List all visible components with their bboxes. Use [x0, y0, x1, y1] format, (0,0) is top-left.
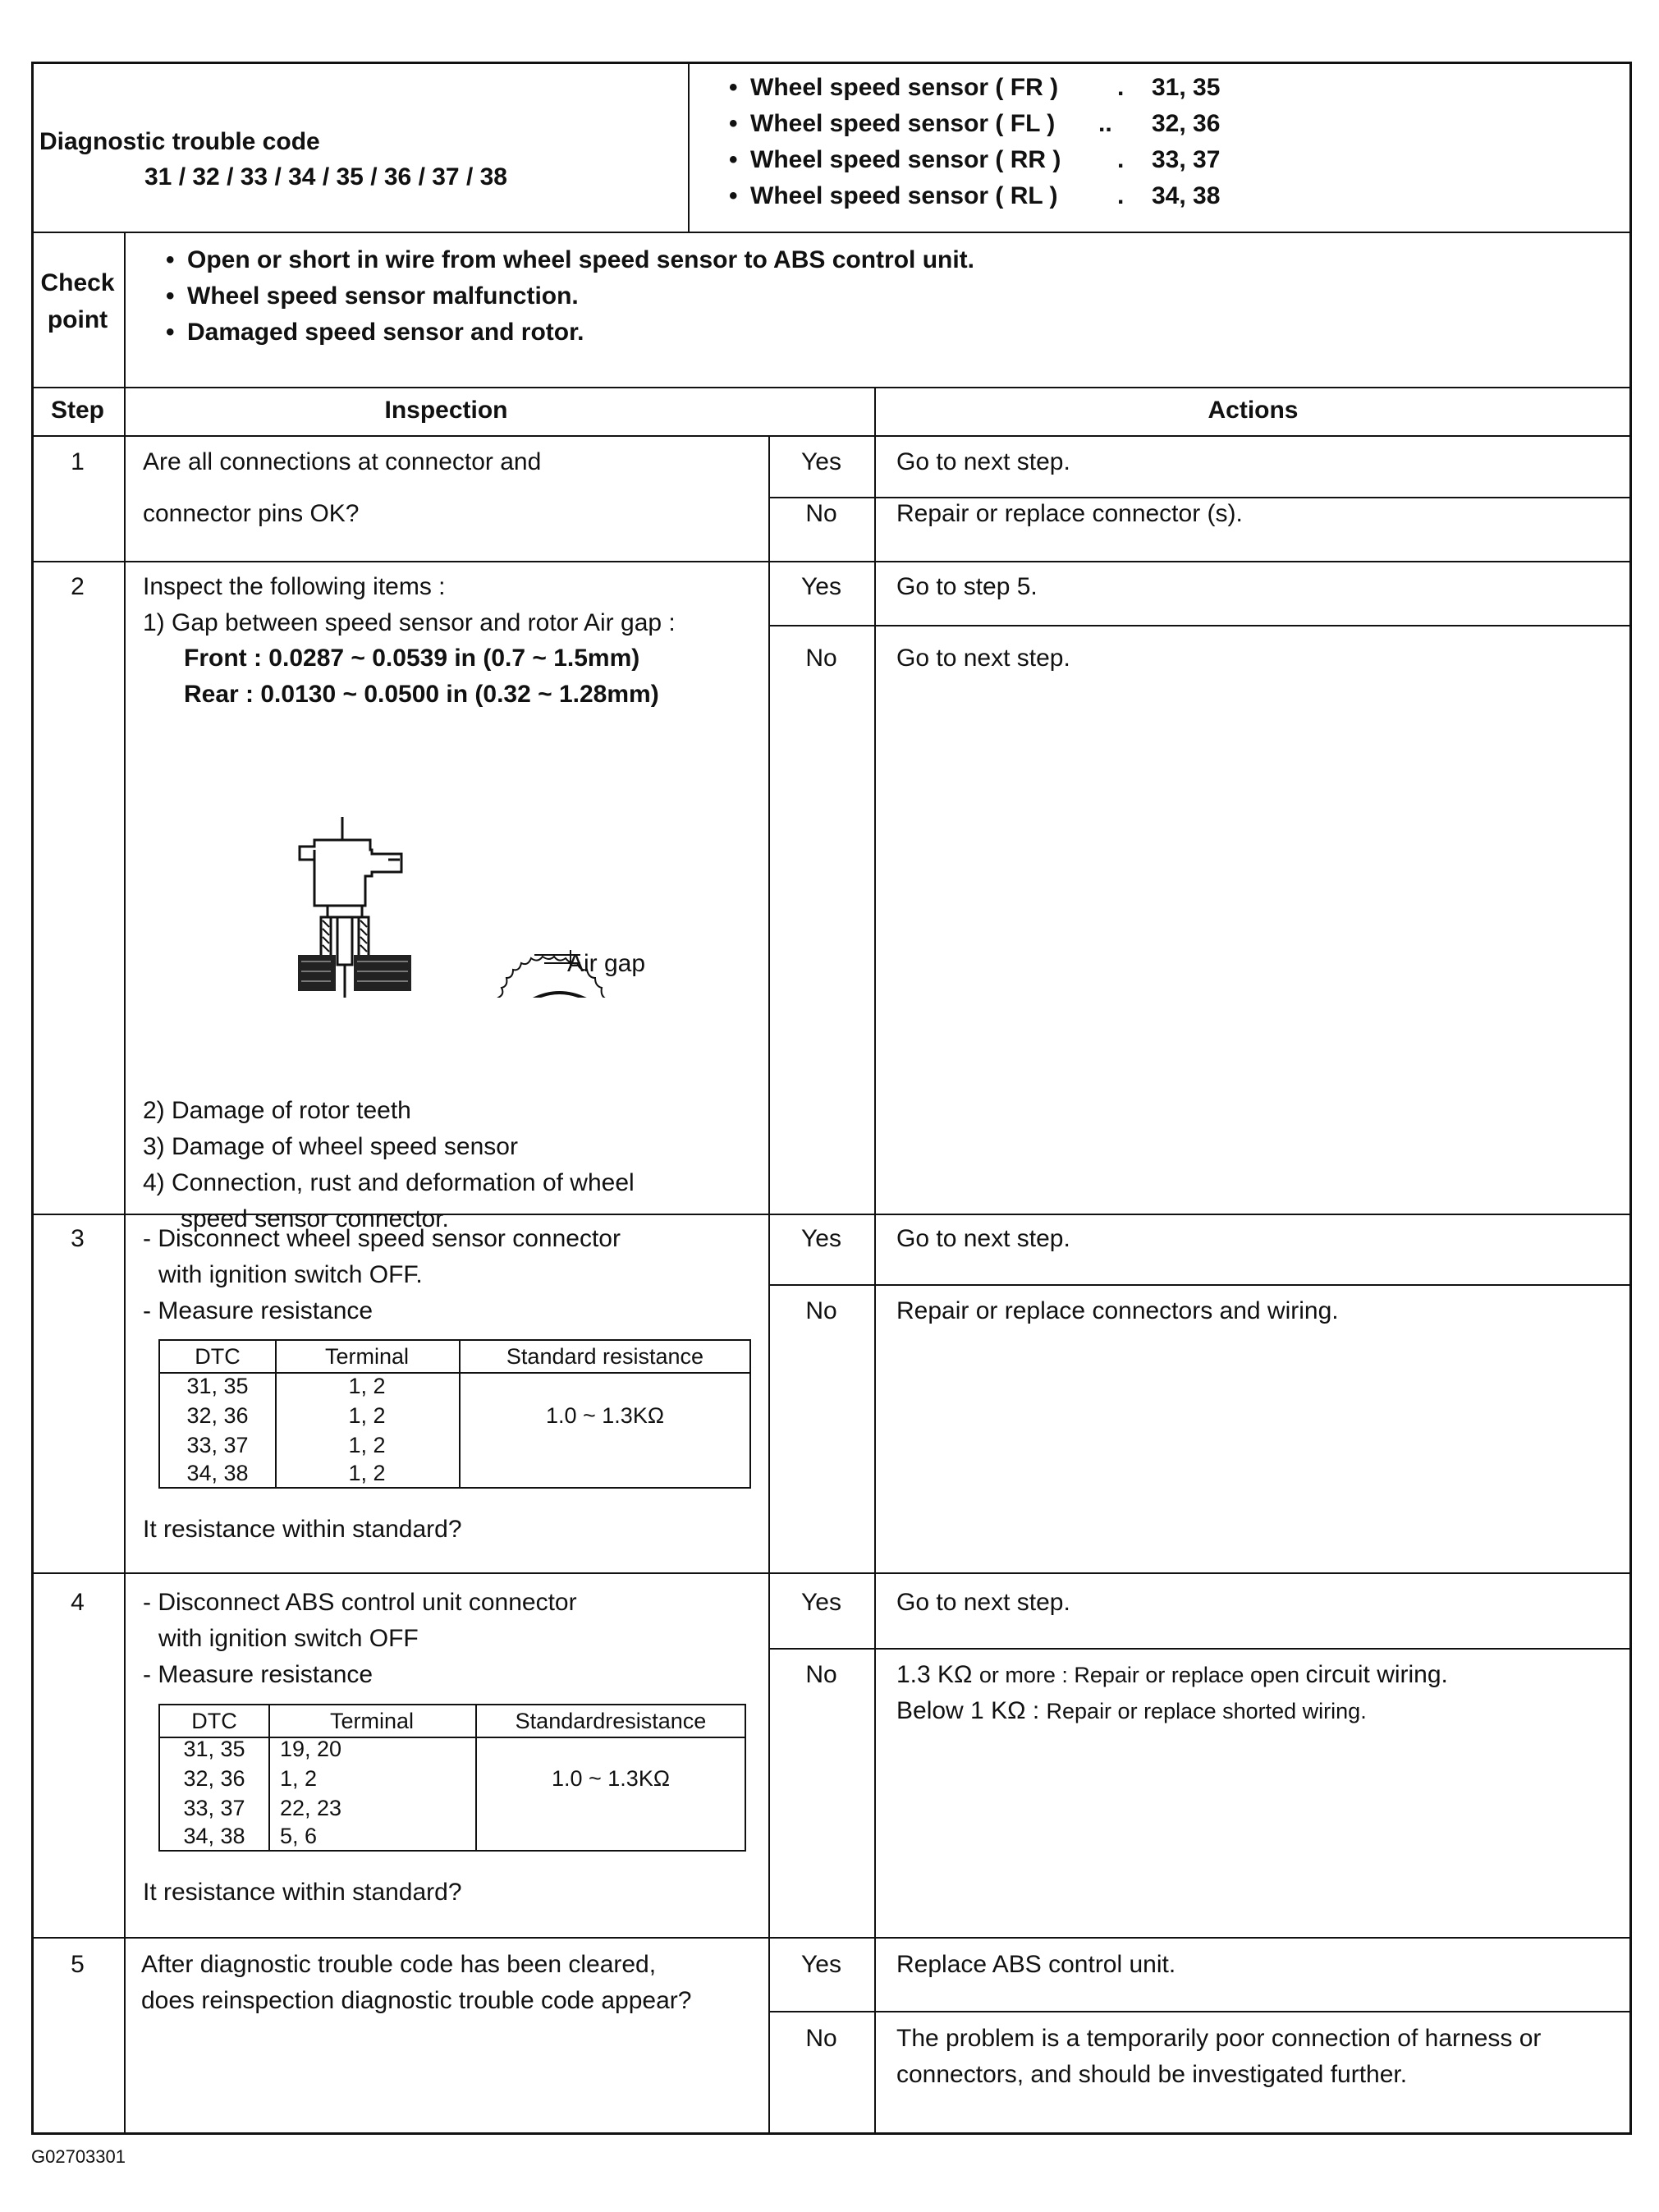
step-4-yes-action: Go to next step. — [896, 1589, 1070, 1616]
step-2-item-3: 3) Damage of wheel speed sensor — [143, 1133, 518, 1160]
step-3-question: It resistance within standard? — [143, 1516, 462, 1543]
diagnostic-chart — [31, 62, 1632, 2135]
step-2-intro-1: Inspect the following items : — [143, 573, 446, 600]
step-1-yes-action: Go to next step. — [896, 448, 1070, 475]
step-4-row-1-terminal: 19, 20 — [280, 1737, 342, 1761]
step-3-row-4-dtc: 34, 38 — [186, 1461, 249, 1485]
check-item-3: • Damaged speed sensor and rotor. — [187, 318, 584, 347]
step-4-row-4-terminal: 5, 6 — [280, 1824, 318, 1848]
step-4-standard-resistance: 1.0 ~ 1.3KΩ — [551, 1766, 671, 1791]
step-3-row-3-dtc: 33, 37 — [186, 1433, 249, 1457]
sensor-fr-codes: 31, 35 — [1152, 74, 1221, 101]
step-3-no: No — [805, 1297, 837, 1324]
step-3-row-2-terminal: 1, 2 — [348, 1403, 386, 1428]
step-1-no-action: Repair or replace connector (s). — [896, 500, 1243, 527]
step-1-line-2: connector pins OK? — [143, 500, 360, 527]
rule-header-split — [688, 62, 690, 232]
step-3-row-1-dtc: 31, 35 — [186, 1374, 249, 1398]
step-2-intro-2: 1) Gap between speed sensor and rotor Air gap : — [143, 609, 676, 636]
step-4-row-2-dtc: 32, 36 — [183, 1766, 245, 1791]
rule-yes-no-4 — [768, 1648, 1632, 1650]
step-1-number: 1 — [71, 448, 85, 475]
step-5-line-1: After diagnostic trouble code has been cleared, — [141, 1951, 657, 1978]
rule-step1 — [31, 561, 1632, 562]
step-4-row-2-terminal: 1, 2 — [280, 1766, 318, 1791]
dtc-label: Diagnostic trouble code — [39, 128, 320, 155]
step-3-row-4-terminal: 1, 2 — [348, 1461, 386, 1485]
step-4-line-3: - Measure resistance — [143, 1661, 374, 1688]
check-item-2: • Wheel speed sensor malfunction. — [187, 282, 579, 311]
step-4-header-terminal: Terminal — [329, 1709, 415, 1733]
step-4-no: No — [805, 1661, 837, 1688]
step-3-yes-action: Go to next step. — [896, 1225, 1070, 1252]
step-2-item-2: 2) Damage of rotor teeth — [143, 1097, 411, 1124]
sensor-rl-dots: . — [1117, 182, 1125, 209]
step-5-no-action-2: connectors, and should be investigated further. — [896, 2061, 1408, 2088]
rule-yes-no-2 — [768, 625, 1632, 626]
step-3-number: 3 — [71, 1225, 85, 1252]
sensor-rr-codes: 33, 37 — [1152, 146, 1221, 173]
step-2-spec-front: Front : 0.0287 ~ 0.0539 in (0.7 ~ 1.5mm) — [184, 645, 640, 672]
step-3-resistance-table — [158, 1339, 751, 1489]
step-4-row-3-terminal: 22, 23 — [280, 1796, 342, 1820]
figure-id: G02703301 — [31, 2146, 126, 2167]
step-4-line-2: with ignition switch OFF — [158, 1625, 419, 1652]
step-2-item-4: 4) Connection, rust and deformation of wheel — [143, 1169, 635, 1196]
step-2-yes: Yes — [801, 573, 841, 600]
dtc-codes: 31 / 32 / 33 / 34 / 35 / 36 / 37 / 38 — [144, 163, 507, 190]
rule-columns — [31, 435, 1632, 437]
step-3-line-2: with ignition switch OFF. — [158, 1261, 423, 1288]
step-1-line-1: Are all connections at connector and — [143, 448, 542, 475]
step-4-yes: Yes — [801, 1589, 841, 1616]
step-4-question: It resistance within standard? — [143, 1879, 462, 1906]
rule-step4 — [31, 1937, 1632, 1939]
step-4-no-action-1: 1.3 KΩ or more : Repair or replace open circuit wiring. — [896, 1661, 1448, 1688]
step-5-number: 5 — [71, 1951, 85, 1978]
step-3-header-dtc: DTC — [195, 1344, 241, 1369]
rule-yes-no-5 — [768, 2011, 1632, 2012]
step-3-row-3-terminal: 1, 2 — [348, 1433, 386, 1457]
step-5-no: No — [805, 2025, 837, 2052]
step-3-row-1-terminal: 1, 2 — [348, 1374, 386, 1398]
rule-inspection-col — [768, 435, 770, 2135]
step-3-header-terminal: Terminal — [324, 1344, 410, 1369]
step-2-no-action: Go to next step. — [896, 645, 1070, 672]
step-2-number: 2 — [71, 573, 85, 600]
step-4-no-action-2: Below 1 KΩ : Repair or replace shorted wiring. — [896, 1697, 1367, 1724]
sensor-fl-codes: 32, 36 — [1152, 110, 1221, 137]
step-1-yes: Yes — [801, 448, 841, 475]
rule-step3 — [31, 1572, 1632, 1574]
step-2-item-4-cont: speed sensor connector. — [181, 1205, 449, 1232]
rule-header — [31, 232, 1632, 233]
rule-yes-no-3 — [768, 1284, 1632, 1286]
check-point-label-2: point — [47, 306, 108, 333]
sensor-fl: • Wheel speed sensor ( FL ) — [750, 109, 1055, 139]
step-3-no-action: Repair or replace connectors and wiring. — [896, 1297, 1339, 1324]
step-3-row-2-dtc: 32, 36 — [186, 1403, 249, 1428]
step-5-yes: Yes — [801, 1951, 841, 1978]
sensor-fr: • Wheel speed sensor ( FR ) — [750, 73, 1058, 103]
step-3-header-resistance: Standard resistance — [506, 1344, 704, 1369]
sensor-fl-dots: .. — [1098, 110, 1112, 137]
step-5-line-2: does reinspection diagnostic trouble code appear? — [141, 1987, 692, 2014]
column-inspection: Inspection — [384, 397, 508, 424]
step-4-header-dtc: DTC — [191, 1709, 237, 1733]
check-point-label-1: Check — [40, 269, 115, 296]
sensor-rl-codes: 34, 38 — [1152, 182, 1221, 209]
step-4-row-3-dtc: 33, 37 — [183, 1796, 245, 1820]
step-4-line-1: - Disconnect ABS control unit connector — [143, 1589, 577, 1616]
step-4-header-resistance: Standardresistance — [515, 1709, 707, 1733]
check-item-1: • Open or short in wire from wheel speed sensor to ABS control unit. — [187, 246, 974, 275]
rule-step-col — [124, 232, 126, 2135]
step-1-no: No — [805, 500, 837, 527]
rule-answer-col — [874, 387, 876, 2135]
sensor-rl: • Wheel speed sensor ( RL ) — [750, 181, 1058, 211]
step-5-no-action-1: The problem is a temporarily poor connection of harness or — [896, 2025, 1542, 2052]
step-4-row-1-dtc: 31, 35 — [183, 1737, 245, 1761]
step-4-resistance-table — [158, 1704, 746, 1852]
step-3-line-3: - Measure resistance — [143, 1297, 374, 1324]
sensor-rr-dots: . — [1117, 146, 1125, 173]
step-4-number: 4 — [71, 1589, 85, 1616]
sensor-fr-dots: . — [1117, 74, 1125, 101]
step-3-line-1: - Disconnect wheel speed sensor connector — [143, 1225, 621, 1252]
rule-yes-no-1 — [768, 497, 1632, 498]
column-step: Step — [50, 397, 104, 424]
column-actions: Actions — [1208, 397, 1299, 424]
step-2-yes-action: Go to step 5. — [896, 573, 1038, 600]
step-3-yes: Yes — [801, 1225, 841, 1252]
step-3-standard-resistance: 1.0 ~ 1.3KΩ — [545, 1403, 665, 1428]
step-2-spec-rear: Rear : 0.0130 ~ 0.0500 in (0.32 ~ 1.28mm) — [184, 681, 659, 708]
step-4-row-4-dtc: 34, 38 — [183, 1824, 245, 1848]
step-5-yes-action: Replace ABS control unit. — [896, 1951, 1176, 1978]
step-2-figure-label: Air gap — [567, 950, 646, 977]
rule-checkpoint — [31, 387, 1632, 388]
step-2-no: No — [805, 645, 837, 672]
sensor-rr: • Wheel speed sensor ( RR ) — [750, 145, 1061, 175]
